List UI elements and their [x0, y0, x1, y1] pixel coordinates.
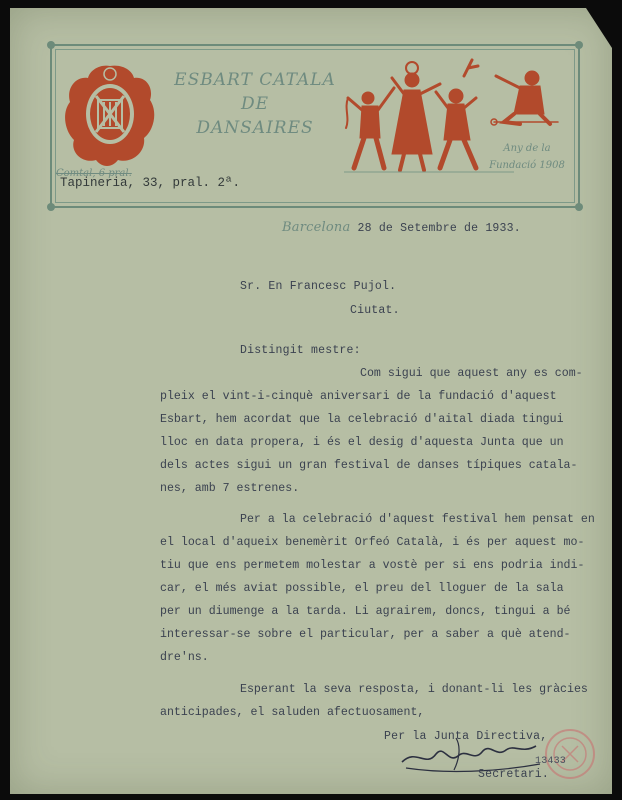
paragraph-line: Esperant la seva resposta, i donant-li les gràcies: [240, 683, 588, 696]
recipient-city: Ciutat.: [350, 304, 400, 317]
paragraph-2: [160, 508, 595, 669]
date-city: Barcelona: [282, 220, 351, 235]
paragraph-line: tiu que ens permetem molestar a vostè per si ens podria indi-: [160, 559, 585, 572]
foundation-line: Any de la: [503, 143, 551, 154]
crest-icon: [62, 60, 158, 170]
paragraph-line: car, el més aviat possible, el preu del lloguer de la sala: [160, 582, 564, 595]
date-text: 28 de Setembre de 1933.: [357, 222, 521, 235]
foundation-line: Fundació 1908: [489, 160, 565, 171]
paragraph-line: anticipades, el saluden afectuosament,: [160, 706, 425, 719]
paragraph-line: Esbart, hem acordat que la celebració d'aital diada tingui: [160, 413, 564, 426]
paragraph-1: [160, 362, 590, 500]
paragraph-line: per un diumenge a la tarda. Li agrairem, doncs, tingui a bé: [160, 605, 571, 618]
organization-name: [170, 68, 340, 140]
paragraph-line: dels actes sigui un gran festival de danses típiques catala-: [160, 459, 578, 472]
paragraph-line: el local d'aqueix benemèrit Orfeó Català, i és per aquest mo-: [160, 536, 585, 549]
paragraph-3: [160, 678, 590, 724]
closing: Per la Junta Directiva,: [384, 730, 548, 743]
paragraph-line: nes, amb 7 estrenes.: [160, 482, 300, 495]
paragraph-line: lloc en data propera, i és el desig d'aquesta Junta que un: [160, 436, 564, 449]
signer-title: Secretari.: [478, 768, 550, 781]
frame-corner-ornament: [47, 203, 55, 211]
org-name-line: DANSAIRES: [196, 118, 314, 138]
struck-old-address: Comtal, 6 pral.: [56, 168, 132, 179]
archive-number: 13433: [535, 756, 567, 767]
recipient-name: Sr. En Francesc Pujol.: [240, 280, 397, 293]
frame-corner-ornament: [575, 41, 583, 49]
letter-date: [282, 220, 521, 235]
frame-corner-ornament: [47, 41, 55, 49]
paragraph-line: pleix el vint-i-cinquè aniversari de la fundació d'aquest: [160, 390, 557, 403]
org-name-line: ESBART CATALA: [174, 70, 336, 90]
paragraph-line: Per a la celebració d'aquest festival hem pensat en: [240, 513, 595, 526]
paragraph-line: Com sigui que aquest any es com-: [360, 367, 583, 380]
organization-address: Tapineria, 33, pral. 2ª.: [60, 176, 241, 190]
frame-corner-ornament: [575, 203, 583, 211]
paragraph-line: dre'ns.: [160, 651, 209, 664]
salutation: Distingit mestre:: [240, 344, 361, 357]
foundation-year: [482, 140, 572, 174]
paragraph-line: interessar-se sobre el particular, per a saber a què atend-: [160, 628, 571, 641]
org-name-line: DE: [240, 94, 270, 114]
